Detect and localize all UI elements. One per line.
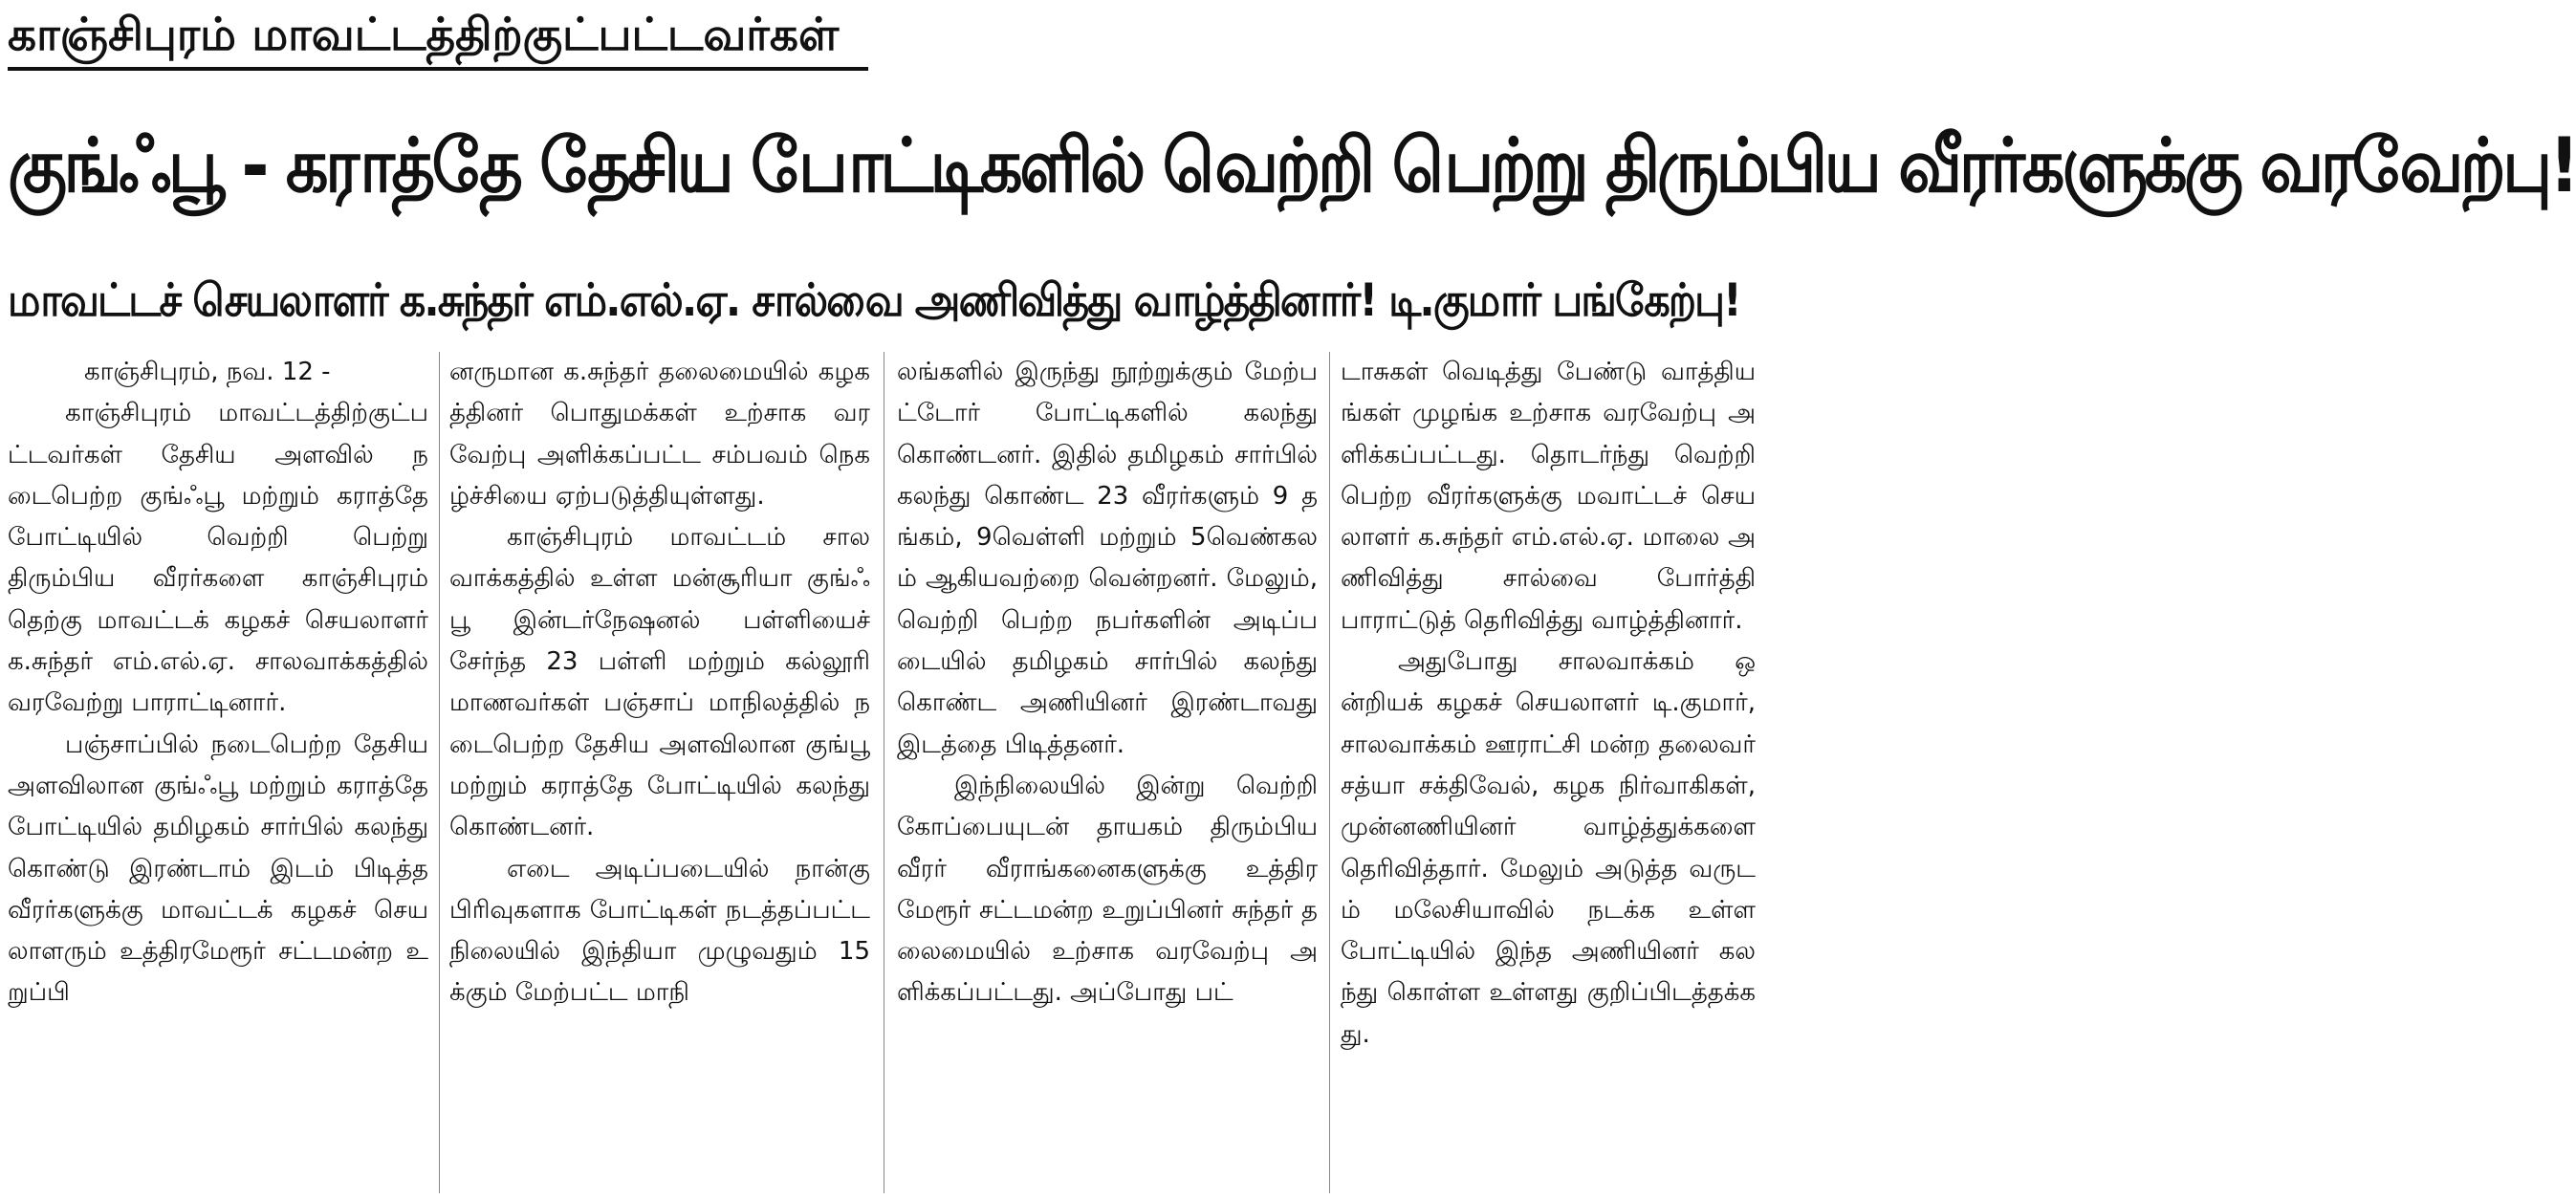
dateline: காஞ்சிபுரம், நவ. 12 -	[84, 358, 331, 386]
article-paragraph: னருமான க.சுந்தர் தலைமையில் கழகத்தினர் பொதுமக்கள் உற்சாக வரவேற்பு அளிக்கப்பட்ட சம்பவம் நெகழ்ச்சியை ஏற்படுத்தியுள்ளது.	[449, 358, 870, 511]
subheadline-text: மாவட்டச் செயலாளர் க.சுந்தர் எம்.எல்.ஏ. சால்வை அணிவித்து வாழ்த்தினார்! டி.குமார் பங்கேற்பு!	[8, 274, 1740, 327]
column-divider	[439, 352, 440, 1193]
article-column-2	[449, 352, 870, 1193]
column-divider	[1329, 352, 1330, 1193]
article-paragraph: எடை அடிப்படையில் நான்கு பிரிவுகளாக போட்டிகள் நடத்தப்பட்ட நிலையில் இந்தியா முழுவதும் 15க்கும் மேற்பட்ட மாநி	[449, 854, 870, 1008]
headline-text: குங்ஃபூ - கராத்தே தேசிய போட்டிகளில் வெற்றி பெற்று திரும்பிய வீரர்களுக்கு வரவேற்பு!	[8, 123, 2576, 209]
article-paragraph: காஞ்சிபுரம் மாவட்டம் சாலவாக்கத்தில் உள்ள மன்சூரியா குங்ஃபூ இன்டர்நேஷனல் பள்ளியைச் சேர்ந்த 23 பள்ளி மற்றும் கல்லூரி மாணவர்கள் பஞ்சாப் மாநிலத்தில் நடைபெற்ற தேசிய அளவிலான குங்பூ மற்றும் கராத்தே போட்டியில் கலந்து கொண்டனர்.	[449, 523, 870, 842]
article-paragraph: பஞ்சாப்பில் நடைபெற்ற தேசிய அளவிலான குங்ஃபூ மற்றும் கராத்தே போட்டியில் தமிழகம் சார்பில் கலந்து கொண்டு இரண்டாம் இடம் பிடித்த வீரர்களுக்கு மாவட்டக் கழகச் செயலாளரும் உத்திரமேரூர் சட்டமன்ற உறுப்பி	[8, 730, 428, 1008]
subheadline	[8, 258, 1754, 344]
kicker-text: காஞ்சிபுரம் மாவட்டத்திற்குட்பட்டவர்கள்	[8, 9, 840, 61]
article-column-4	[1341, 352, 1756, 1193]
article-paragraph: அதுபோது சாலவாக்கம் ஒன்றியக் கழகச் செயலாளர் டி.குமார், சாலவாக்கம் ஊராட்சி மன்ற தலைவர் சத்யா சக்திவேல், கழக நிர்வாகிகள், முன்னணியினர் வாழ்த்துக்களை தெரிவித்தார். மேலும் அடுத்த வருடம் மலேசியாவில் நடக்க உள்ள போட்டியில் இந்த அணியினர் கலந்து கொள்ள உள்ளது குறிப்பிடத்தக்கது.	[1341, 647, 1756, 1049]
article-column-1	[8, 352, 428, 1193]
article-paragraph: இந்நிலையில் இன்று வெற்றி கோப்பையுடன் தாயகம் திரும்பிய வீரர் வீராங்கனைகளுக்கு உத்திரமேரூர் சட்டமன்ற உறுப்பினர் சுந்தர் தலைமையில் உற்சாக வரவேற்பு அளிக்கப்பட்டது. அப்போது பட்	[897, 771, 1318, 1008]
article-paragraph: லங்களில் இருந்து நூற்றுக்கும் மேற்பட்டோர் போட்டிகளில் கலந்து கொண்டனர். இதில் தமிழகம் சார்பில் கலந்து கொண்ட 23 வீரர்களும் 9 தங்கம், 9வெள்ளி மற்றும் 5வெண்கலம் ஆகியவற்றை வென்றனர். மேலும், வெற்றி பெற்ற நபர்களின் அடிப்படையில் தமிழகம் சார்பில் கலந்து கொண்ட அணியினர் இரண்டாவது இடத்தை பிடித்தனர்.	[897, 358, 1318, 759]
headline	[8, 88, 2576, 246]
article-column-3	[897, 352, 1318, 1193]
article-paragraph: டாசுகள் வெடித்து பேண்டு வாத்தியங்கள் முழங்க உற்சாக வரவேற்பு அளிக்கப்பட்டது. தொடர்ந்து வெற்றி பெற்ற வீரர்களுக்கு மவாட்டச் செயலாளர் க.சுந்தர் எம்.எல்.ஏ. மாலை அணிவித்து சால்வை போர்த்தி பாராட்டுத் தெரிவித்து வாழ்த்தினார்.	[1341, 358, 1756, 635]
kicker-heading	[8, 4, 868, 71]
article-paragraph: காஞ்சிபுரம் மாவட்டத்திற்குட்பட்டவர்கள் தேசிய அளவில் நடைபெற்ற குங்ஃபூ மற்றும் கராத்தே போட்டியில் வெற்றி பெற்று திரும்பிய வீரர்களை காஞ்சிபுரம் தெற்கு மாவட்டக் கழகச் செயலாளர் க.சுந்தர் எம்.எல்.ஏ. சாலவாக்கத்தில் வரவேற்று பாராட்டினார்.	[8, 399, 428, 718]
